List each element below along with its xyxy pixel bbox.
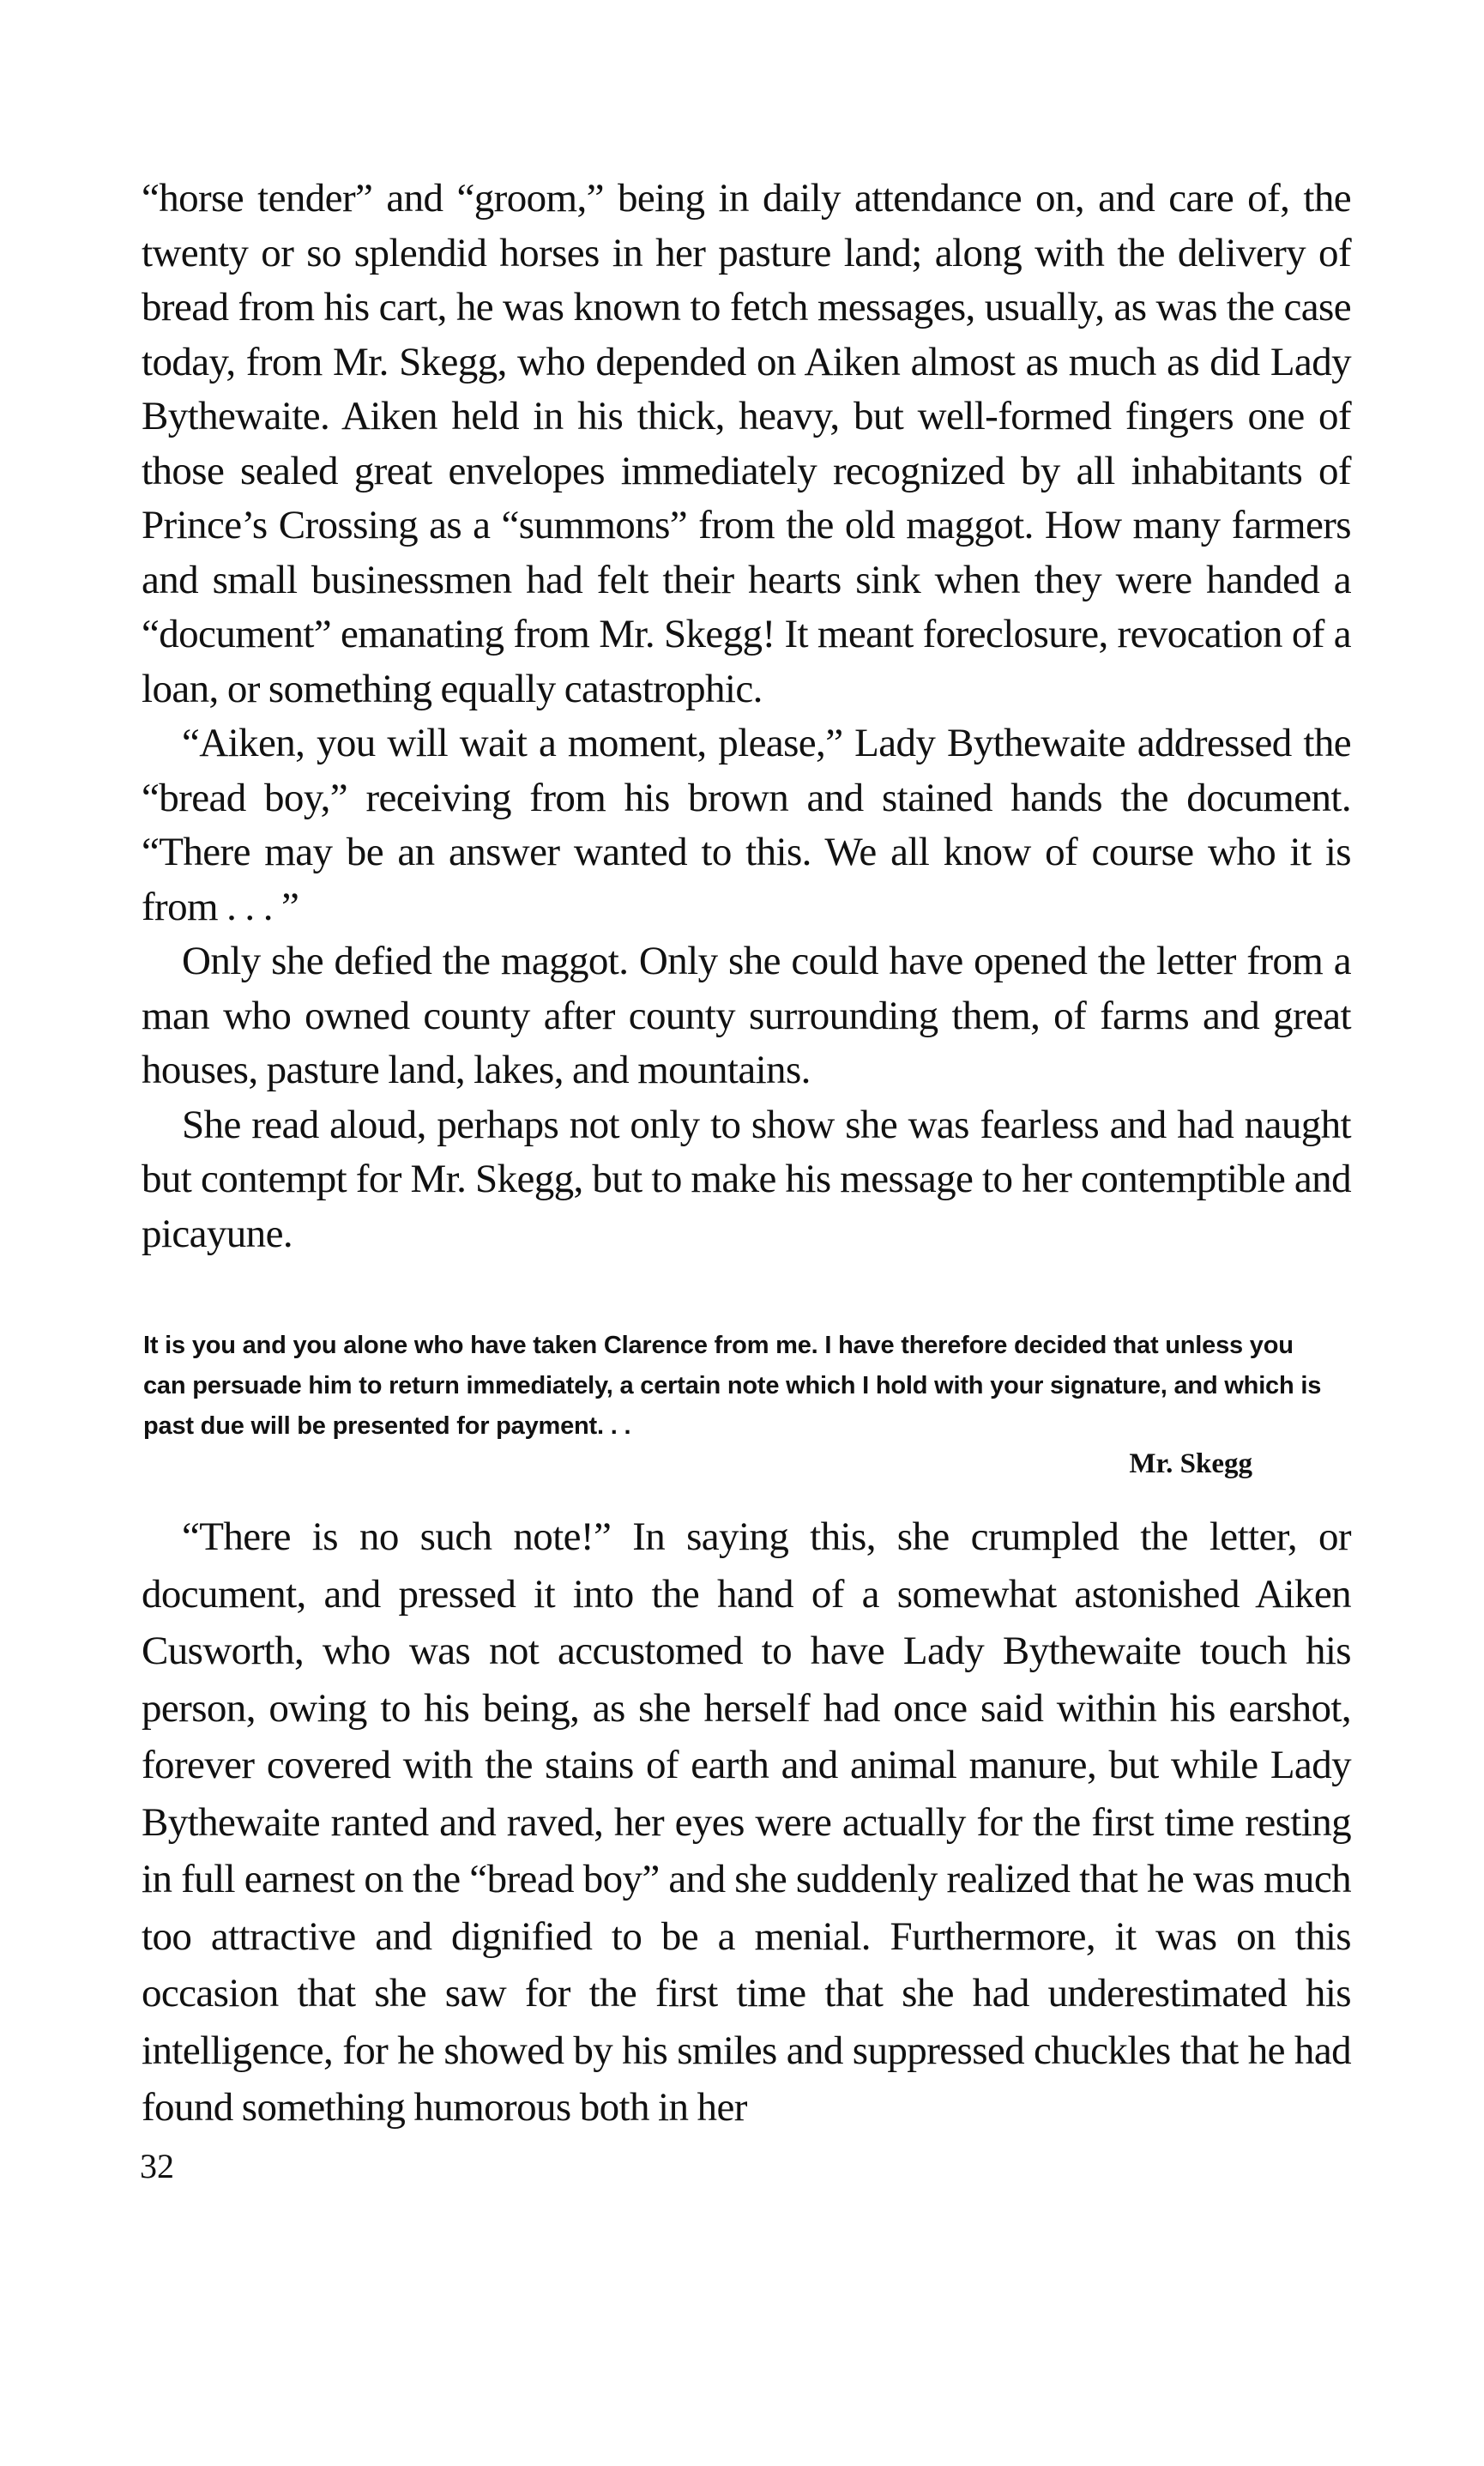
letter-signature: Mr. Skegg — [1129, 1448, 1252, 1479]
page-number: 32 — [140, 2147, 174, 2185]
letter-quote: It is you and you alone who have taken Clarence from me. I have therefore decided that unless you can persuade him to return immediately, a certain note which I hold with your signature, and which is past due will be presented for payment. . . — [143, 1332, 1322, 1440]
paragraph-aiken-wait: “Aiken, you will wait a moment, please,” Lady Bythewaite addressed the “bread boy,” receiving from his brown and stained hands the document. “There may be an answer wanted to this. We all know of course who it is from . . . ” — [142, 721, 1351, 929]
body-text-top — [142, 172, 1351, 1261]
paragraph-defied-maggot: Only she defied the maggot. Only she could have opened the letter from a man who owned county after county surrounding them, of farms and great houses, pasture land, lakes, and mountains. — [142, 939, 1351, 1092]
paragraph-no-such-note: “There is no such note!” In saying this, she crumpled the letter, or document, and pressed it into the hand of a somewhat astonished Aiken Cusworth, who was not accustomed to have Lady Bythewaite touch his person, owing to his being, as she herself had once said within his earshot, forever covered with the stains of earth and animal manure, but while Lady Bythewaite ranted and raved, her eyes were actually for the first time resting in full earnest on the “bread boy” and she suddenly realized that he was much too attractive and dignified to be a menial. Furthermore, it was on this occasion that she saw for the first time that she had underestimated his intelligence, for he showed by his smiles and suppressed chuckles that he had found something humorous both in her — [142, 1514, 1351, 2130]
paragraph-read-aloud: She read aloud, perhaps not only to show she was fearless and had naught but contempt for Mr. Skegg, but to make his message to her contemptible and picayune. — [142, 1102, 1351, 1256]
paragraph-horse-tender: “horse tender” and “groom,” being in daily attendance on, and care of, the twenty or so splendid horses in her pasture land; along with the delivery of bread from his cart, he was known to fetch messages, usually, as was the case today, from Mr. Skegg, who depended on Aiken almost as much as did Lady Bythewaite. Aiken held in his thick, heavy, but well-formed fingers one of those sealed great envelopes immediately recognized by all inhabitants of Prince’s Crossing as a “summons” from the old maggot. How many farmers and small businessmen had felt their hearts sink when they were handed a “document” emanating from Mr. Skegg! It meant foreclosure, revocation of a loan, or something equally catastrophic. — [142, 176, 1351, 711]
body-text-bottom — [142, 1508, 1351, 2137]
